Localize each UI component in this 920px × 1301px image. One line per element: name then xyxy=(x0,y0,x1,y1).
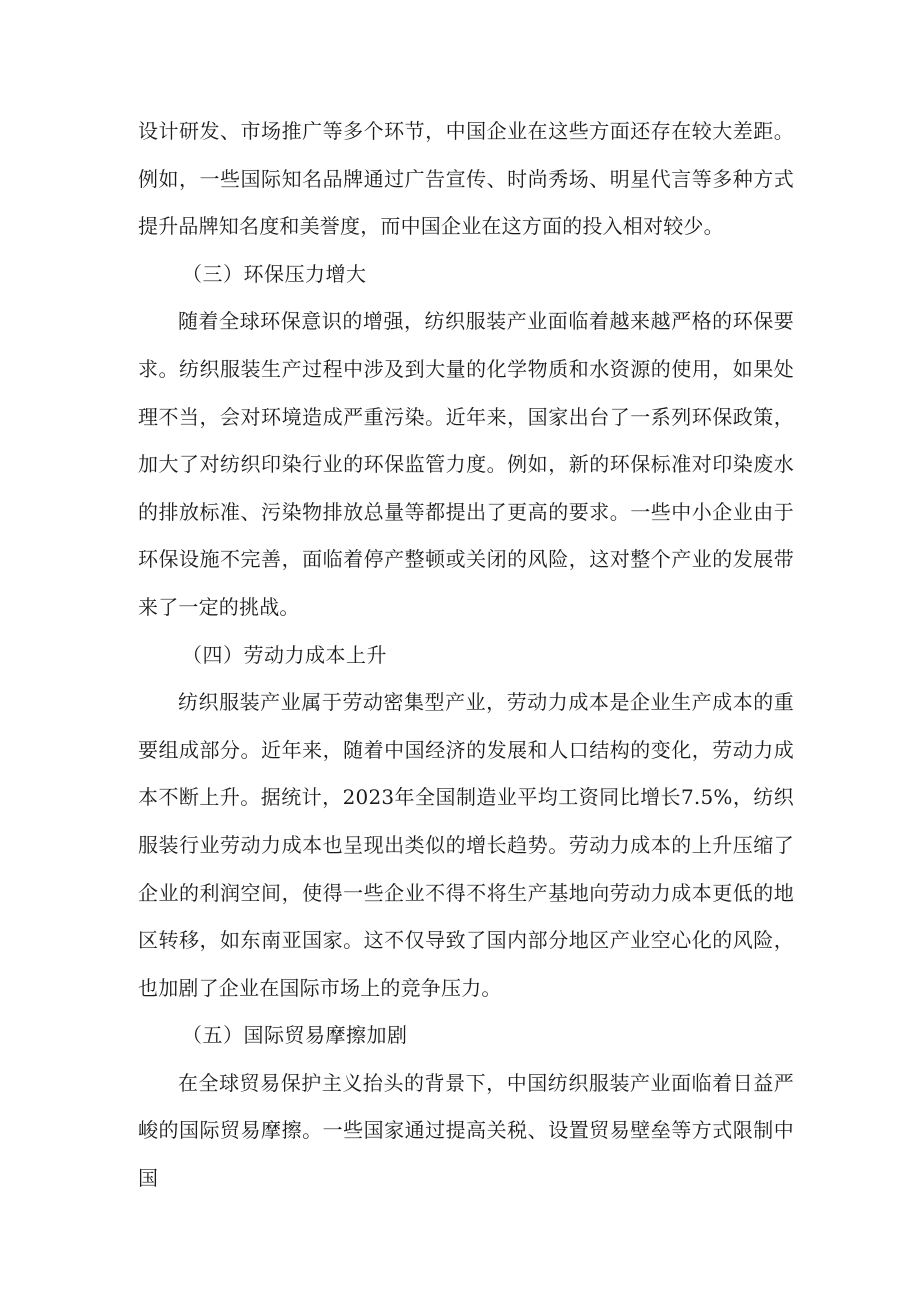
paragraph-environmental-pressure: 随着全球环保意识的增强，纺织服装产业面临着越来越严格的环保要求。纺织服装生产过程中涉及到大量的化学物质和水资源的使用，如果处理不当，会对环境造成严重污染。近年来，国家出台了一系列环保政策，加大了对纺织印染行业的环保监管力度。例如，新的环保标准对印染废水的排放标准、污染物排放总量等都提出了更高的要求。一些中小企业由于环保设施不完善，面临着停产整顿或关闭的风险，这对整个产业的发展带来了一定的挑战。 xyxy=(138,309,794,619)
paragraph-trade-friction: 在全球贸易保护主义抬头的背景下，中国纺织服装产业面临着日益严峻的国际贸易摩擦。一些国家通过提高关税、设置贸易壁垒等方式限制中国 xyxy=(138,1070,794,1191)
document-page xyxy=(138,108,794,1203)
section-heading-environmental-pressure: （三）环保压力增大 xyxy=(182,261,367,286)
section-heading-trade-friction: （五）国际贸易摩擦加剧 xyxy=(182,1023,408,1048)
paragraph-labor-cost: 纺织服装产业属于劳动密集型产业，劳动力成本是企业生产成本的重要组成部分。近年来，随着中国经济的发展和人口结构的变化，劳动力成本不断上升。据统计，2023年全国制造业平均工资同比增长7.5%，纺织服装行业劳动力成本也呈现出类似的增长趋势。劳动力成本的上升压缩了企业的利润空间，使得一些企业不得不将生产基地向劳动力成本更低的地区转移，如东南亚国家。这不仅导致了国内部分地区产业空心化的风险，也加剧了企业在国际市场上的竞争压力。 xyxy=(138,690,794,1000)
paragraph-brand-gap: 设计研发、市场推广等多个环节，中国企业在这些方面还存在较大差距。例如，一些国际知名品牌通过广告宣传、时尚秀场、明星代言等多种方式提升品牌知名度和美誉度，而中国企业在这方面的投入相对较少。 xyxy=(138,119,794,239)
section-heading-labor-cost: （四）劳动力成本上升 xyxy=(182,642,387,667)
